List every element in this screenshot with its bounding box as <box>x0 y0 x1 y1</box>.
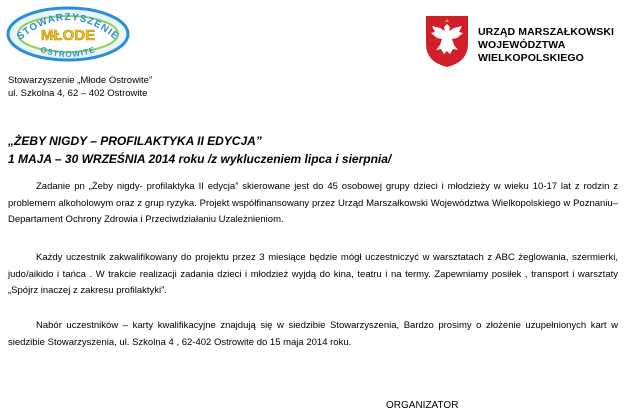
paragraph-activities <box>8 250 618 300</box>
organization-address: ul. Szkolna 4, 62 – 402 Ostrowite <box>8 88 148 99</box>
logo-arc-text: STOWARZYSZENIE <box>15 11 121 43</box>
marshal-office-line1: URZĄD MARSZAŁKOWSKI <box>478 26 615 38</box>
organization-info <box>8 74 152 100</box>
organization-logo <box>4 4 132 62</box>
title-line1: „ŻEBY NIGDY – PROFILAKTYKA II EDYCJA” <box>8 134 262 148</box>
title-line2: 1 MAJA – 30 WRZEŚNIA 2014 roku /z wykluczeniem lipca i sierpnia/ <box>8 152 392 166</box>
paragraph-project-description <box>8 179 618 229</box>
marshal-office-line2: WOJEWÓDZTWA WIELKOPOLSKIEGO <box>478 39 584 64</box>
organization-name: Stowarzyszenie „Młode Ostrowite” <box>8 75 153 86</box>
paragraph-2-text: Każdy uczestnik zakwalifikowany do projektu przez 3 miesiące będzie mógł uczestniczyć w warsztatach z ABC żeglowania, szermierki, judo/aikido i tańca . W trakcie realizacji zadania dzieci i młodzież wyjdą do kina, teatru i na termy. Zapewniamy posiłek , transport i warsztaty „Spójrz inaczej z zakresu profilaktyki”. <box>8 252 618 296</box>
paragraph-recruitment <box>8 318 618 351</box>
paragraph-1-text: Zadanie pn „Żeby nigdy- profilaktyka II edycja” skierowane jest do 45 osobowej grupy dzieci i młodzieży w wieku 10-17 lat z rodzin z problemem alkoholowym oraz z grup ryzyka. Projekt współfinansowany przez Urząd Marszałkowski Województwa Wielkopolskiego w Poznaniu– Departament Ochrony Zdrowia i Przeciwdziałaniu Uzależnieniom. <box>8 181 618 225</box>
page-title <box>8 132 391 168</box>
organizer-signature: ORGANIZATOR <box>386 400 459 411</box>
marshal-office-logo <box>424 14 640 74</box>
logo-bottom-text: OSTROWITE <box>39 44 97 60</box>
logo-center-text: MŁODE <box>40 27 96 44</box>
paragraph-3-text: Nabór uczestników – karty kwalifikacyjne znajdują się w siedzibie Stowarzyszenia, Bardzo prosimy o złożenie uzupełnionych kart w siedzibie Stowarzyszenia, ul. Szkolna 4 , 62-402 Ostrowite do 15 maja 2014 roku. <box>8 320 618 348</box>
eagle-crest-icon <box>424 14 470 68</box>
